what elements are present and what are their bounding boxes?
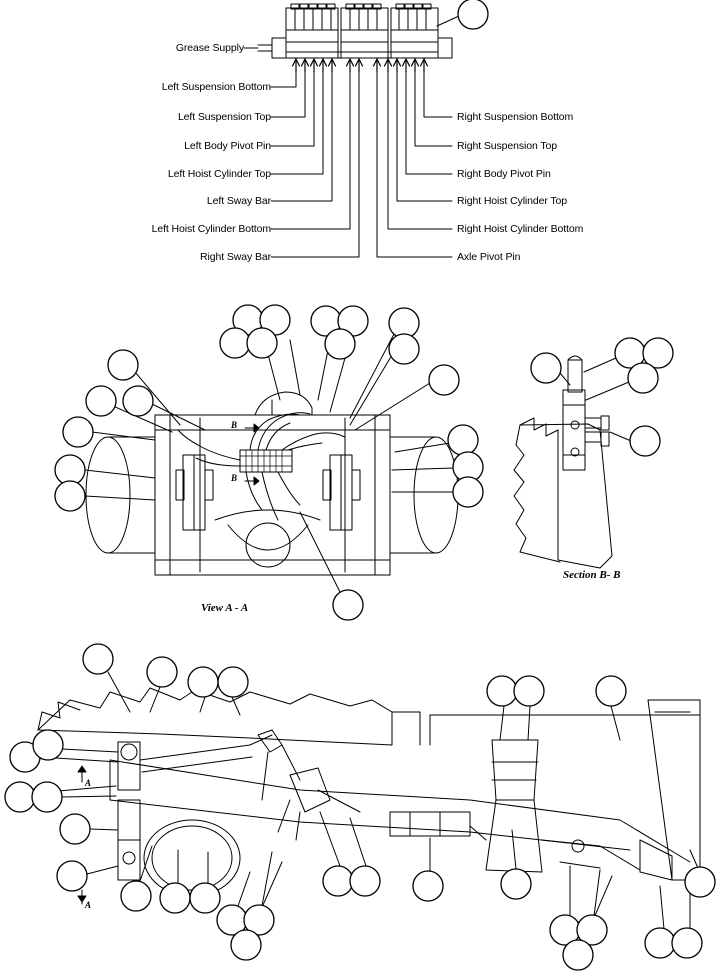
callout-bubble-main[interactable] [5, 782, 35, 812]
callout-bubble-main[interactable] [231, 930, 261, 960]
callout-bubble-section-bb[interactable] [630, 426, 660, 456]
label-grease-supply: Grease Supply [175, 42, 244, 54]
callout-bubble-main[interactable] [147, 657, 177, 687]
label-left-sway-bar: Left Sway Bar [206, 195, 271, 207]
callout-bubble-section-bb[interactable] [531, 353, 561, 383]
callout-bubble-view-aa[interactable] [123, 386, 153, 416]
label-right-hoist-cylinder-bottom: Right Hoist Cylinder Bottom [457, 223, 584, 235]
callout-bubble-main[interactable] [190, 883, 220, 913]
callout-bubble-manifold[interactable] [458, 0, 488, 29]
section-marker-b-lower: B [231, 473, 238, 483]
callout-bubble-view-aa[interactable] [86, 386, 116, 416]
callout-bubble-main[interactable] [83, 644, 113, 674]
section-marker-b-upper: B [231, 420, 238, 430]
view-a-a-drawing [85, 334, 458, 592]
callout-bubble-main[interactable] [121, 881, 151, 911]
label-right-suspension-bottom: Right Suspension Bottom [457, 111, 574, 123]
callout-bubble-view-aa[interactable] [220, 328, 250, 358]
callout-bubble-main[interactable] [218, 667, 248, 697]
label-right-sway-bar: Right Sway Bar [200, 251, 271, 263]
callout-bubble-main[interactable] [487, 676, 517, 706]
callout-bubble-main[interactable] [60, 814, 90, 844]
callout-bubble-main[interactable] [33, 730, 63, 760]
callout-bubble-main[interactable] [501, 869, 531, 899]
label-axle-pivot-pin: Axle Pivot Pin [457, 251, 521, 263]
callout-bubble-main[interactable] [350, 866, 380, 896]
section-marker-a-upper: A [85, 778, 92, 788]
callout-bubble-view-aa[interactable] [453, 477, 483, 507]
leader-lines-right [377, 72, 452, 257]
callout-bubble-main[interactable] [323, 866, 353, 896]
callout-bubble-main[interactable] [188, 667, 218, 697]
callout-bubble-view-aa[interactable] [108, 350, 138, 380]
callout-bubble-view-aa[interactable] [63, 417, 93, 447]
callout-bubble-view-aa[interactable] [448, 425, 478, 455]
callout-bubble-view-aa[interactable] [389, 334, 419, 364]
label-left-hoist-cylinder-bottom: Left Hoist Cylinder Bottom [151, 223, 271, 235]
callout-bubble-main[interactable] [32, 782, 62, 812]
label-left-suspension-bottom: Left Suspension Bottom [161, 81, 271, 93]
label-left-suspension-top: Left Suspension Top [177, 111, 271, 123]
grease-manifold-assembly [258, 4, 459, 58]
callout-bubble-main[interactable] [596, 676, 626, 706]
label-right-hoist-cylinder-top: Right Hoist Cylinder Top [457, 195, 568, 207]
callout-bubble-main[interactable] [645, 928, 675, 958]
callout-bubble-main[interactable] [57, 861, 87, 891]
callout-bubble-view-aa[interactable] [325, 329, 355, 359]
section-marker-a-lower: A [85, 900, 92, 910]
callout-bubble-view-aa[interactable] [247, 328, 277, 358]
port-arrows [293, 59, 428, 72]
label-left-hoist-cylinder-top: Left Hoist Cylinder Top [167, 168, 271, 180]
caption-view-a-a: View A - A [201, 602, 249, 614]
callout-bubble-view-aa[interactable] [55, 481, 85, 511]
label-left-body-pivot-pin: Left Body Pivot Pin [184, 140, 271, 152]
callout-bubble-main[interactable] [563, 940, 593, 970]
label-right-body-pivot-pin: Right Body Pivot Pin [457, 168, 551, 180]
callout-bubble-main[interactable] [514, 676, 544, 706]
caption-section-b-b: Section B- B [563, 569, 621, 581]
callout-bubble-main[interactable] [685, 867, 715, 897]
callout-bubble-main[interactable] [672, 928, 702, 958]
callout-bubble-main[interactable] [160, 883, 190, 913]
callout-bubble-main[interactable] [413, 871, 443, 901]
callout-bubble-view-aa[interactable] [429, 365, 459, 395]
callout-bubble-section-bb[interactable] [628, 363, 658, 393]
callout-bubble-view-aa[interactable] [333, 590, 363, 620]
label-right-suspension-top: Right Suspension Top [457, 140, 557, 152]
section-b-b-drawing [514, 356, 631, 568]
